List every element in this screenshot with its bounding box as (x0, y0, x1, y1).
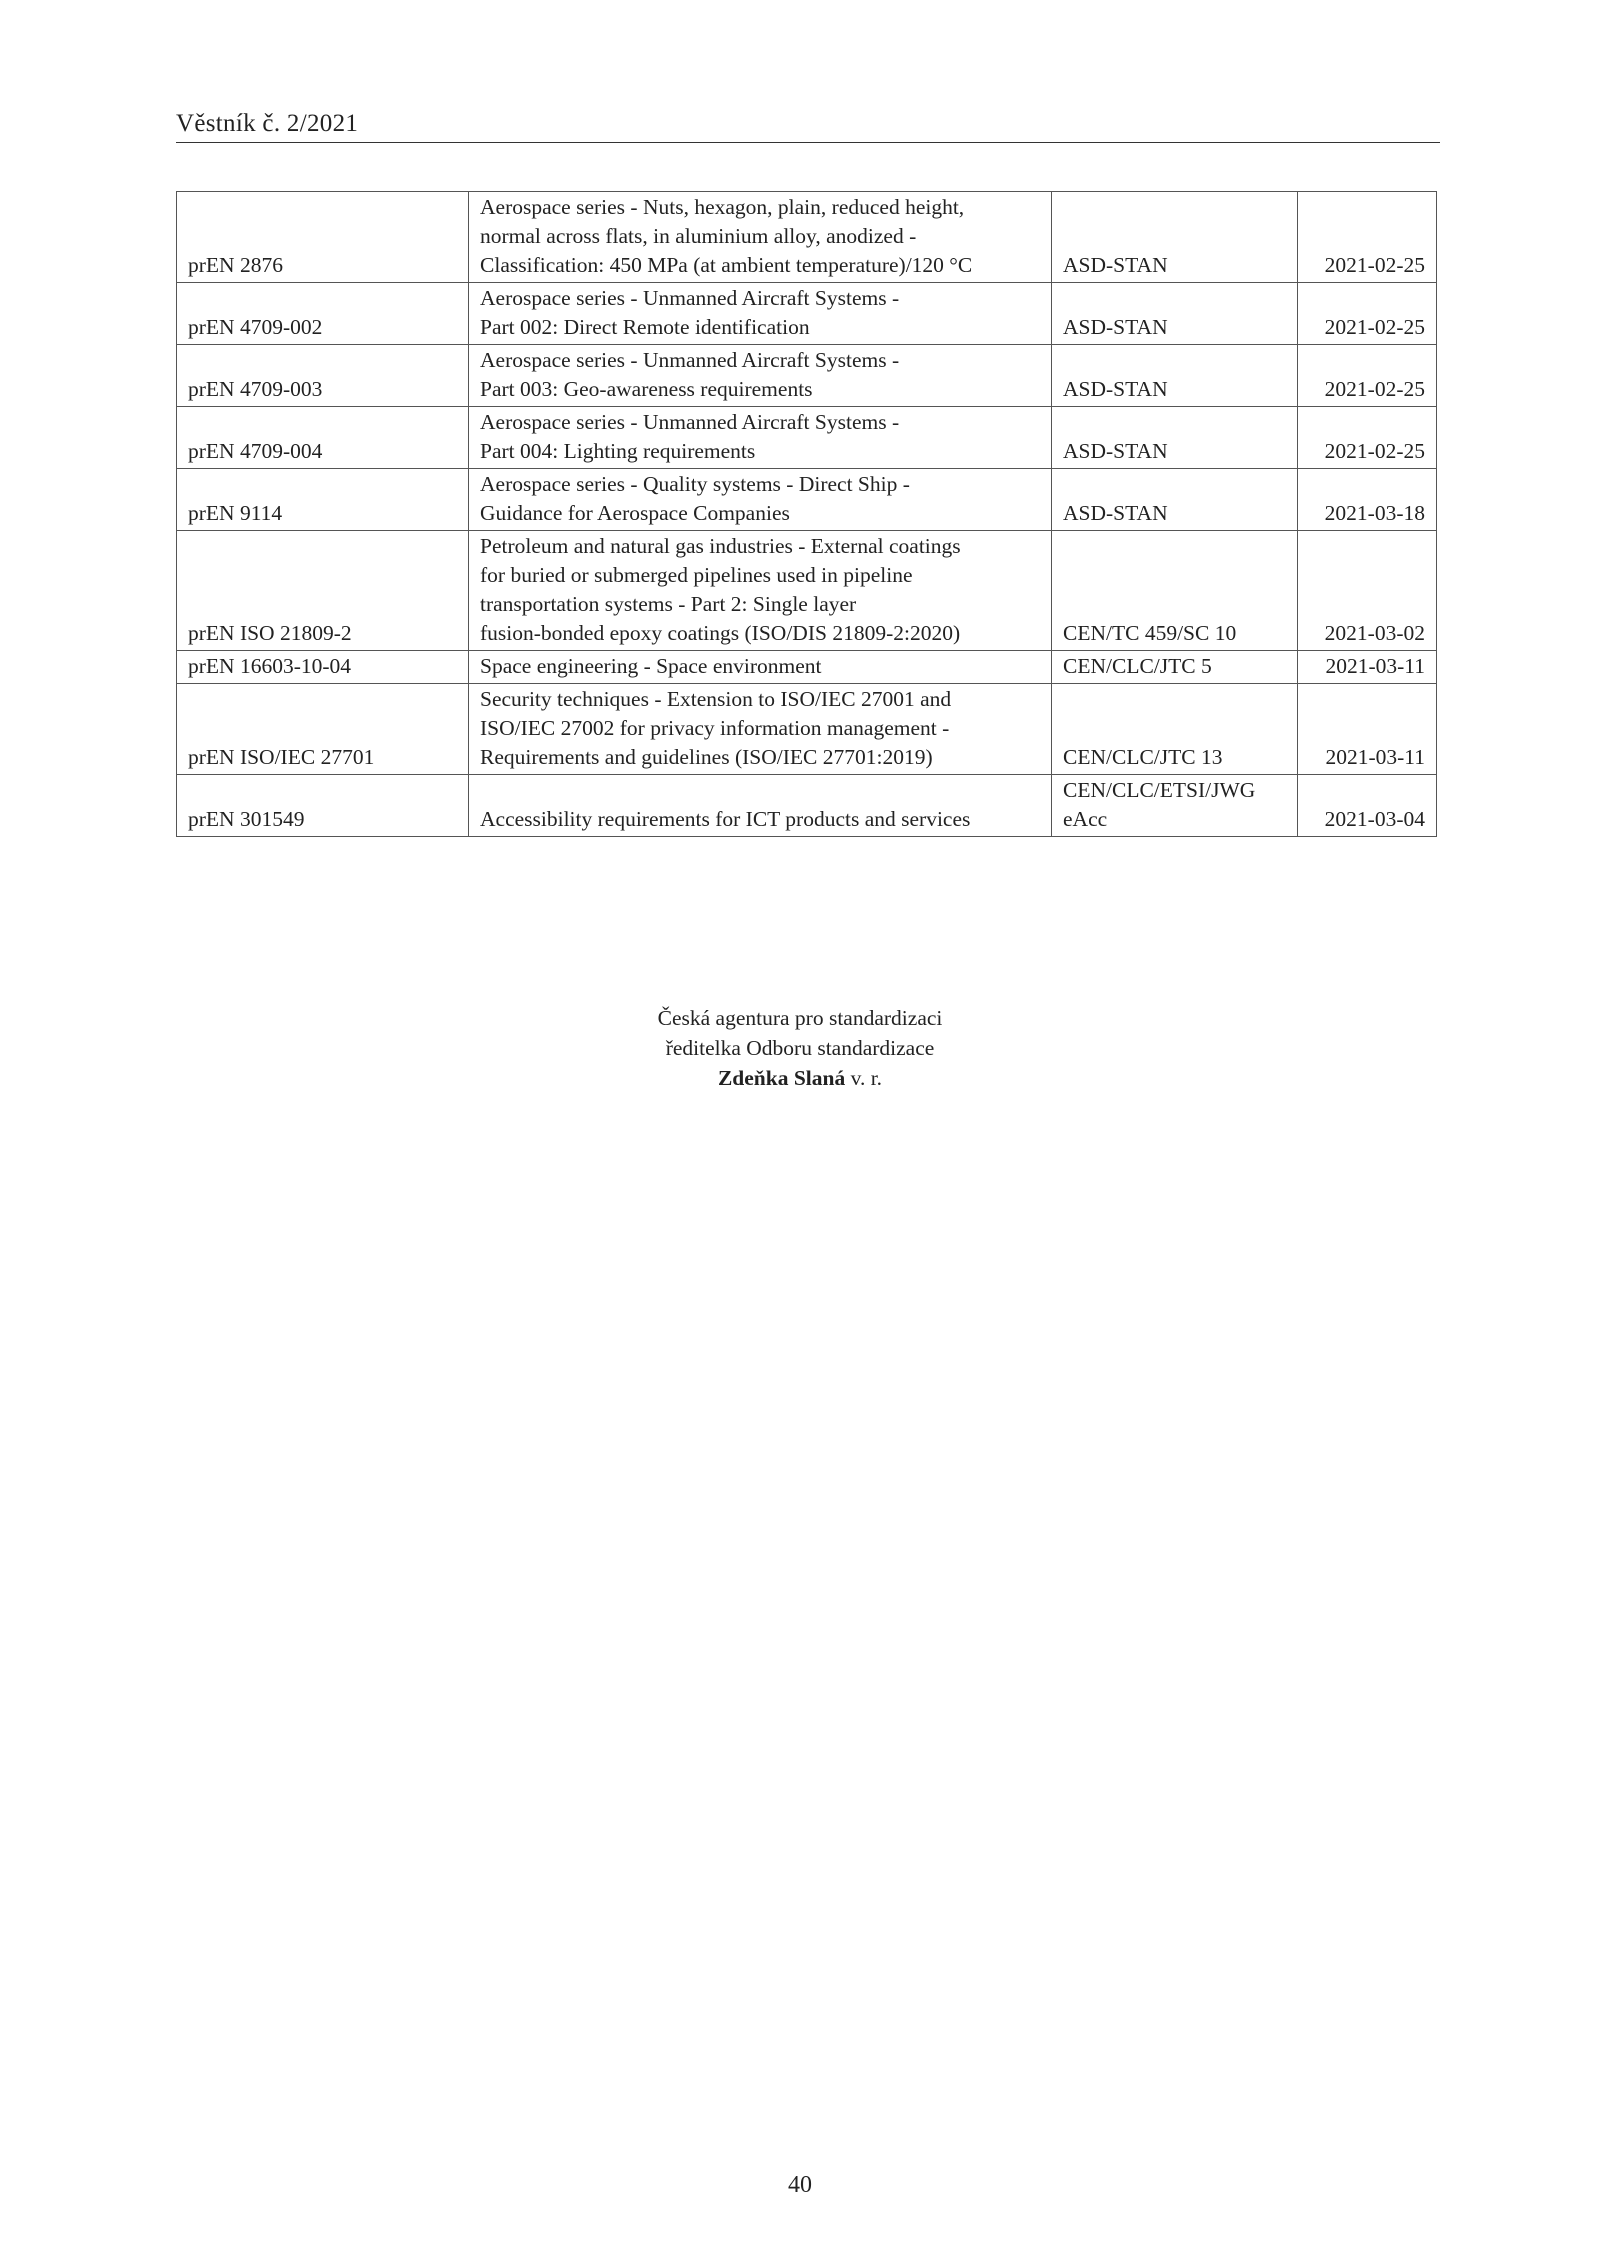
standard-code: prEN 4709-003 (177, 345, 469, 407)
standard-organization: CEN/CLC/JTC 13 (1052, 684, 1298, 775)
signature-suffix: v. r. (845, 1066, 883, 1090)
table-row (177, 684, 1437, 775)
standard-date: 2021-03-11 (1298, 684, 1437, 775)
standard-organization: CEN/CLC/ETSI/JWG eAcc (1052, 775, 1298, 837)
standard-code: prEN ISO 21809-2 (177, 531, 469, 651)
standard-title: Petroleum and natural gas industries - External coatings for buried or submerged pipelines used in pipeline transportation systems - Part 2: Single layer fusion-bonded epoxy coatings (ISO/DIS 21809-2:2020) (469, 531, 1052, 651)
signature-block (0, 1003, 1600, 1093)
standards-table (176, 191, 1437, 837)
standard-organization: CEN/CLC/JTC 5 (1052, 651, 1298, 684)
standard-organization: ASD-STAN (1052, 407, 1298, 469)
standard-organization: ASD-STAN (1052, 283, 1298, 345)
standard-title: Space engineering - Space environment (469, 651, 1052, 684)
standard-title: Accessibility requirements for ICT products and services (469, 775, 1052, 837)
standard-title: Security techniques - Extension to ISO/IEC 27001 and ISO/IEC 27002 for privacy information management - Requirements and guidelines (ISO/IEC 27701:2019) (469, 684, 1052, 775)
table-row (177, 775, 1437, 837)
standard-title: Aerospace series - Unmanned Aircraft Systems - Part 004: Lighting requirements (469, 407, 1052, 469)
signatory-position: ředitelka Odboru standardizace (665, 1036, 935, 1060)
page-number: 40 (788, 2172, 812, 2198)
standard-date: 2021-02-25 (1298, 345, 1437, 407)
table-row (177, 407, 1437, 469)
table-row (177, 283, 1437, 345)
signatory-line (0, 1063, 1600, 1093)
standard-date: 2021-02-25 (1298, 407, 1437, 469)
standard-date: 2021-03-11 (1298, 651, 1437, 684)
standard-code: prEN 16603-10-04 (177, 651, 469, 684)
standard-code: prEN 301549 (177, 775, 469, 837)
page-header (176, 110, 1440, 143)
table-row (177, 345, 1437, 407)
table-row (177, 651, 1437, 684)
standard-date: 2021-03-04 (1298, 775, 1437, 837)
signatory-name: Zdeňka Slaná (717, 1066, 846, 1090)
standard-organization: CEN/TC 459/SC 10 (1052, 531, 1298, 651)
table-row (177, 531, 1437, 651)
standard-code: prEN 4709-002 (177, 283, 469, 345)
standard-date: 2021-03-02 (1298, 531, 1437, 651)
standard-code: prEN ISO/IEC 27701 (177, 684, 469, 775)
standard-title: Aerospace series - Unmanned Aircraft Systems - Part 002: Direct Remote identification (469, 283, 1052, 345)
agency-name: Česká agentura pro standardizaci (657, 1006, 943, 1030)
table-row (177, 192, 1437, 283)
standard-title: Aerospace series - Unmanned Aircraft Systems - Part 003: Geo-awareness requirements (469, 345, 1052, 407)
standard-title: Aerospace series - Quality systems - Direct Ship - Guidance for Aerospace Companies (469, 469, 1052, 531)
standard-date: 2021-02-25 (1298, 192, 1437, 283)
standard-date: 2021-02-25 (1298, 283, 1437, 345)
standard-date: 2021-03-18 (1298, 469, 1437, 531)
table-row (177, 469, 1437, 531)
standard-organization: ASD-STAN (1052, 469, 1298, 531)
standard-code: prEN 4709-004 (177, 407, 469, 469)
standard-title: Aerospace series - Nuts, hexagon, plain, reduced height, normal across flats, in aluminium alloy, anodized - Classification: 450 MPa (at ambient temperature)/120 °C (469, 192, 1052, 283)
standard-organization: ASD-STAN (1052, 192, 1298, 283)
standard-code: prEN 2876 (177, 192, 469, 283)
standard-organization: ASD-STAN (1052, 345, 1298, 407)
standard-code: prEN 9114 (177, 469, 469, 531)
journal-title: Věstník č. 2/2021 (176, 110, 359, 137)
